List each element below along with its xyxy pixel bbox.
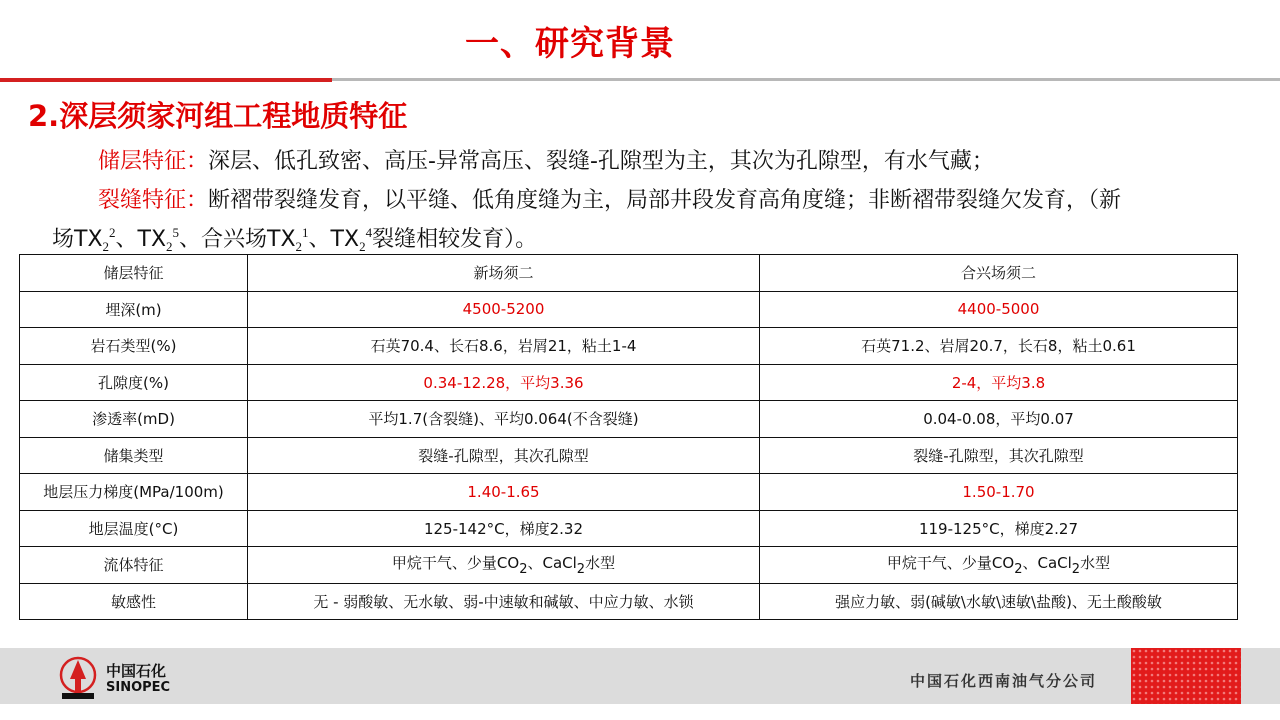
table-cell: 敏感性	[20, 583, 248, 620]
brand-name-cn: 中国石化	[106, 662, 167, 680]
table-header-cell: 储层特征	[20, 255, 248, 292]
fracture-label: 裂缝特征：	[98, 188, 209, 213]
table-row	[20, 437, 1238, 474]
table-cell: 0.34-12.28，平均3.36	[248, 364, 760, 401]
table-row	[20, 364, 1238, 401]
table-row	[20, 583, 1238, 620]
table-cell: 渗透率(mD)	[20, 401, 248, 438]
table-cell: 埋深(m)	[20, 291, 248, 328]
table-cell: 4400-5000	[760, 291, 1238, 328]
reservoir-label: 储层特征：	[98, 149, 209, 174]
table-header-row	[20, 255, 1238, 292]
table-header-cell: 新场须二	[248, 255, 760, 292]
reservoir-paragraph	[98, 144, 994, 175]
page-title: 一、研究背景	[465, 24, 675, 64]
table-cell: 岩石类型(%)	[20, 328, 248, 365]
table-cell: 地层压力梯度(MPa/100m)	[20, 474, 248, 511]
fracture-paragraph	[98, 183, 1121, 214]
table-cell: 1.40-1.65	[248, 474, 760, 511]
section-subtitle: 2.深层须家河组工程地质特征	[28, 99, 408, 133]
table-cell: 平均1.7(含裂缝)、平均0.064(不含裂缝)	[248, 401, 760, 438]
table-cell: 石英70.4、长石8.6，岩屑21，粘土1-4	[248, 328, 760, 365]
table-cell: 甲烷干气、少量$CO_2$、CaCl$_2$水型	[760, 547, 1238, 584]
table-cell: 裂缝-孔隙型，其次孔隙型	[248, 437, 760, 474]
table-cell: 119-125°C，梯度2.27	[760, 510, 1238, 547]
table-row	[20, 547, 1238, 584]
table-row	[20, 328, 1238, 365]
table-cell: 4500-5200	[248, 291, 760, 328]
table-cell: 甲烷干气、少量$CO_2$、CaCl$_2$水型	[248, 547, 760, 584]
table-cell: 无 - 弱酸敏、无水敏、弱-中速敏和碱敏、中应力敏、水锁	[248, 583, 760, 620]
fracture-text: 断褶带裂缝发育，以平缝、低角度缝为主，局部井段发育高角度缝；非断褶带裂缝欠发育，（新	[208, 188, 1122, 213]
table-cell: 石英71.2、岩屑20.7，长石8，粘土0.61	[760, 328, 1238, 365]
header-accent-rule	[0, 78, 332, 82]
reservoir-table	[19, 254, 1238, 620]
table-cell: 125-142°C，梯度2.32	[248, 510, 760, 547]
table-cell: 储集类型	[20, 437, 248, 474]
table-cell: 裂缝-孔隙型，其次孔隙型	[760, 437, 1238, 474]
sinopec-logo-icon	[58, 655, 98, 701]
table-row	[20, 474, 1238, 511]
table-cell: 地层温度(°C)	[20, 510, 248, 547]
table-cell: 强应力敏、弱(碱敏\水敏\速敏\盐酸)、无土酸酸敏	[760, 583, 1238, 620]
table-cell: 孔隙度(%)	[20, 364, 248, 401]
table-row	[20, 510, 1238, 547]
table-cell: 0.04-0.08，平均0.07	[760, 401, 1238, 438]
table-header-cell: 合兴场须二	[760, 255, 1238, 292]
company-name: 中国石化西南油气分公司	[910, 672, 1098, 690]
reservoir-text: 深层、低孔致密、高压-异常高压、裂缝-孔隙型为主，其次为孔隙型，有水气藏；	[208, 149, 994, 174]
table-row	[20, 291, 1238, 328]
brand-name-en: SINOPEC	[106, 680, 171, 695]
table-cell: 1.50-1.70	[760, 474, 1238, 511]
table-row	[20, 401, 1238, 438]
decorative-red-block	[1131, 648, 1241, 704]
table-cell: 流体特征	[20, 547, 248, 584]
fracture-paragraph-cont: 场$TX_2^2$、$TX_2^5$、合兴场$TX_2^1$、$TX_2^4$裂缝相较发育）。	[52, 225, 538, 254]
table-cell: 2-4，平均3.8	[760, 364, 1238, 401]
